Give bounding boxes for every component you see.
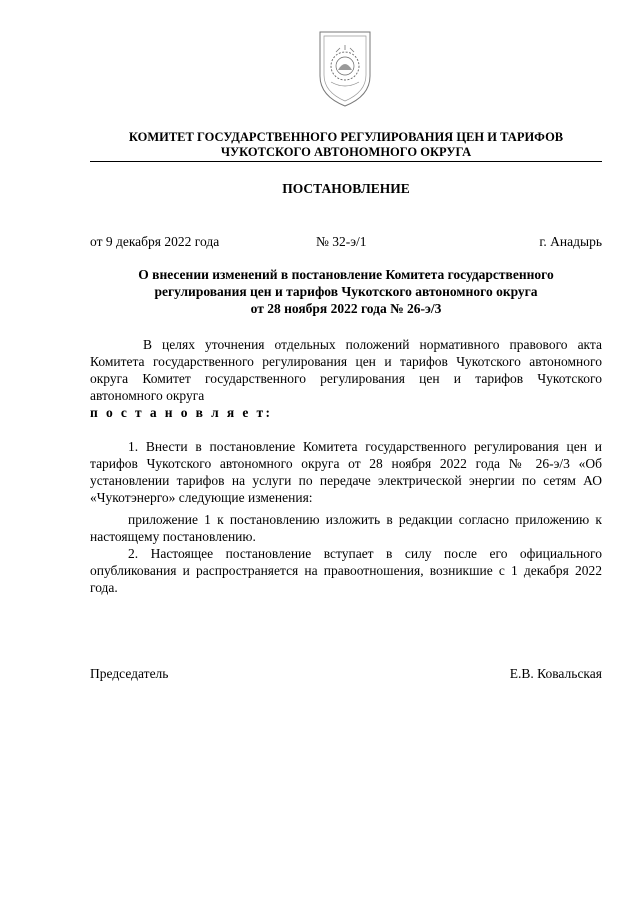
preamble-paragraph: В целях уточнения отдельных положений нормативного правового акта Комитета государственного регулирования цен и тарифов Чукотского автономного округа Комитет государственного регулирования цен и тарифов Чукотского автономного округа [90, 337, 602, 403]
clause-2: 2. Настоящее постановление вступает в силу после его официального опубликования и распространяется на правоотношения, возникшие с 1 декабря 2022 года. [90, 546, 602, 595]
clause-1: 1. Внести в постановление Комитета государственного регулирования цен и тарифов Чукотского автономного округа от 28 ноября 2022 года № 26-э/3 «Об установлении тарифов на услуги по передаче электрической энергии по сетям АО «Чукотэнерго» следующие изменения: [90, 439, 602, 505]
title-line-3: от 28 ноября 2022 года № 26-э/3 [250, 301, 442, 316]
document-date: от 9 декабря 2022 года [90, 234, 220, 249]
document-type: ПОСТАНОВЛЕНИЕ [282, 181, 410, 196]
signatory-position: Председатель [90, 666, 169, 681]
header-divider [90, 161, 602, 162]
organization-header [90, 130, 602, 160]
decree-word: п о с т а н о в л я е т: [90, 405, 273, 420]
clause-1-amendment: приложение 1 к постановлению изложить в редакции согласно приложению к настоящему постановлению. [90, 512, 602, 544]
organization-name-line-1: КОМИТЕТ ГОСУДАРСТВЕННОГО РЕГУЛИРОВАНИЯ ЦЕН И ТАРИФОВ [128, 130, 564, 144]
document-number: № 32-э/1 [316, 234, 367, 249]
organization-name-line-2: ЧУКОТСКОГО АВТОНОМНОГО ОКРУГА [220, 145, 472, 159]
coat-of-arms-icon [314, 28, 376, 108]
document-title [90, 266, 602, 317]
title-line-2: регулирования цен и тарифов Чукотского автономного округа [154, 284, 538, 299]
document-city: г. Анадырь [539, 234, 602, 249]
signatory-name: Е.В. Ковальская [509, 666, 602, 681]
title-line-1: О внесении изменений в постановление Комитета государственного [138, 267, 554, 282]
